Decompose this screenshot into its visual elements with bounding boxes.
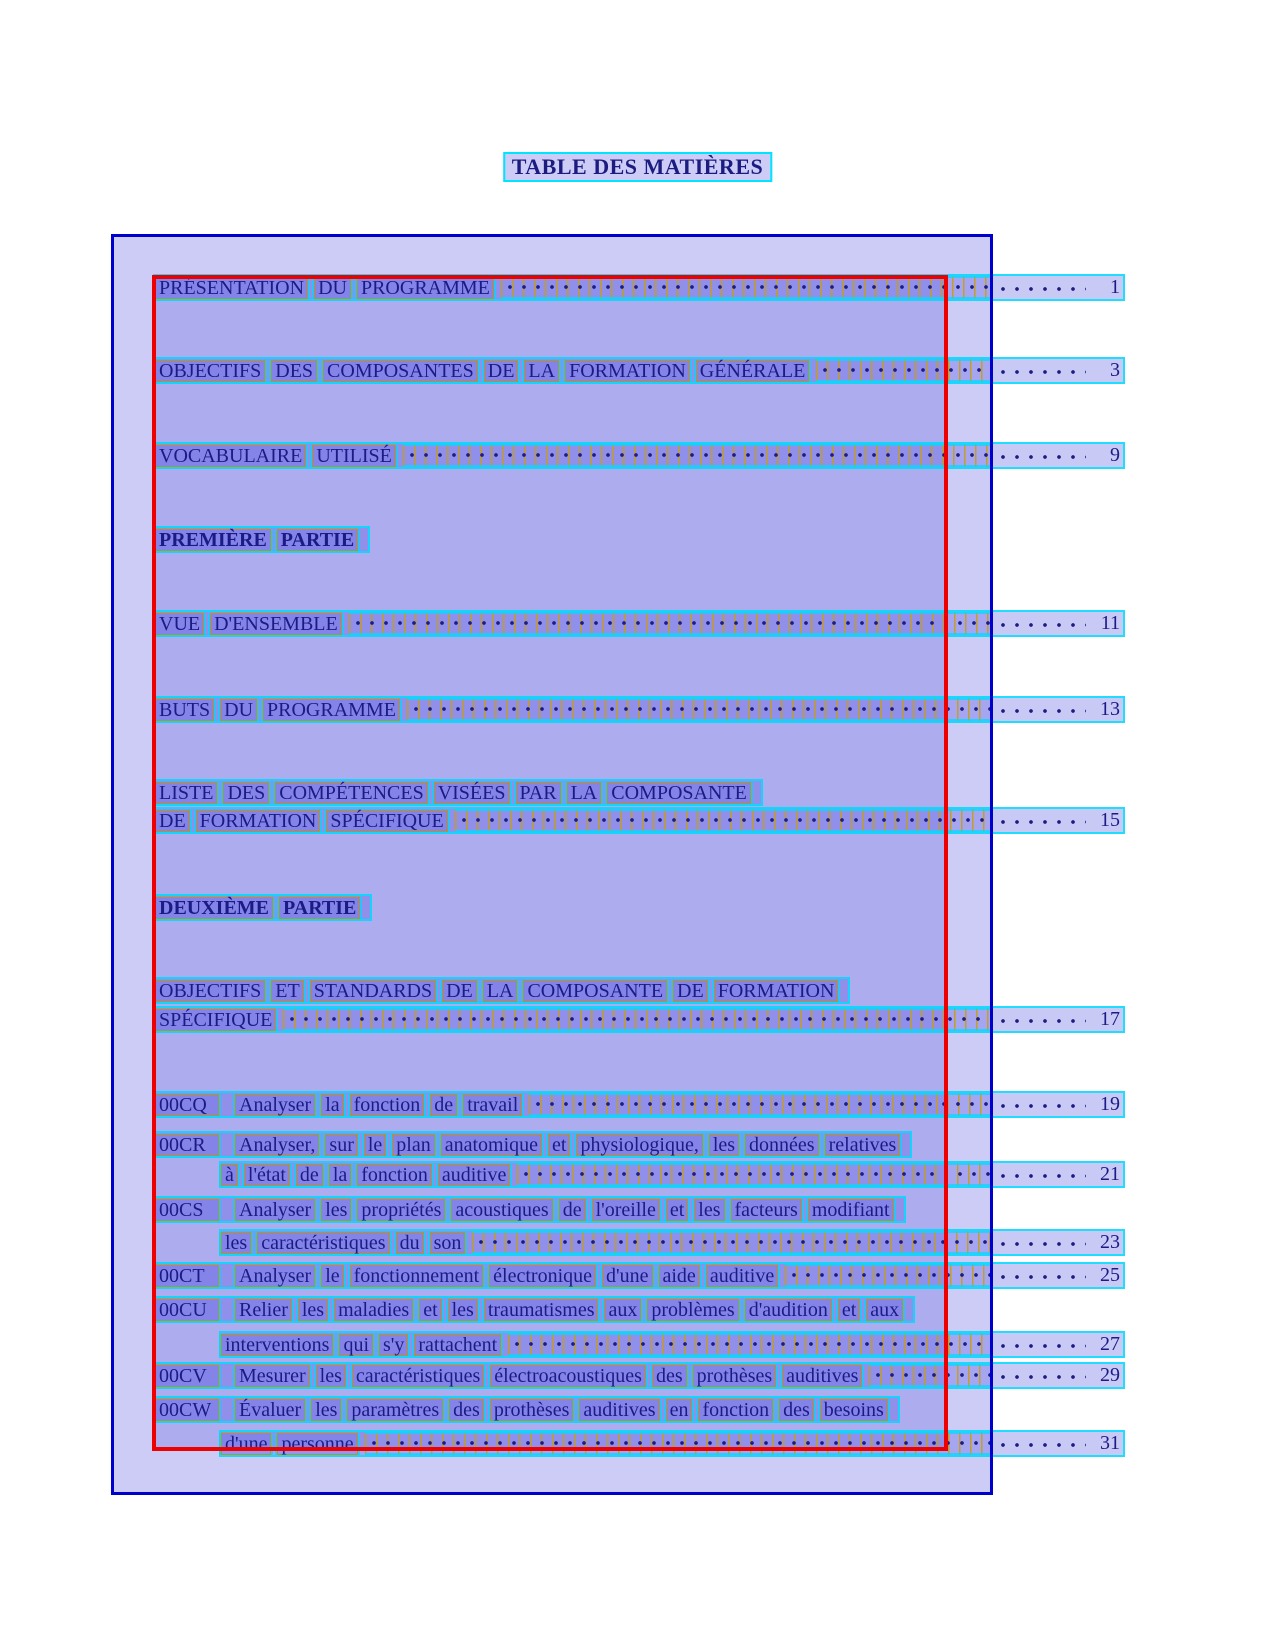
word-box: de (296, 1164, 323, 1186)
word-box: et (838, 1299, 860, 1321)
word-box: DU (314, 277, 351, 299)
word-box: propriétés (357, 1199, 445, 1221)
word-box: et (666, 1199, 688, 1221)
word-box: COMPÉTENCES (275, 782, 427, 804)
word-box: à (221, 1164, 238, 1186)
word-box: ET (271, 980, 303, 1002)
word-box: caractéristiques (257, 1232, 389, 1254)
word-box: PREMIÈRE (155, 529, 271, 551)
word-box: physiologique, (576, 1134, 702, 1156)
dot-leader (994, 1008, 1086, 1031)
word-box: Analyser (235, 1265, 315, 1287)
page-number: 21 (1100, 1163, 1120, 1185)
toc-row[interactable] (153, 526, 370, 553)
word-box: BUTS (155, 699, 214, 721)
word-box: du (396, 1232, 424, 1254)
word-box: SPÉCIFIQUE (326, 810, 447, 832)
word-box: auditive (438, 1164, 510, 1186)
word-box: données (745, 1134, 819, 1156)
dot-leader (994, 359, 1086, 382)
course-code: 00CR (155, 1134, 219, 1156)
dot-leader-ticks (283, 1008, 993, 1031)
toc-row[interactable] (153, 442, 1125, 469)
page-number: 27 (1100, 1333, 1120, 1355)
word-box: plan (392, 1134, 434, 1156)
word-box: modifiant (808, 1199, 894, 1221)
word-box: traumatismes (484, 1299, 599, 1321)
word-box: acoustiques (451, 1199, 552, 1221)
page-number: 29 (1100, 1364, 1120, 1386)
word-box: électroacoustiques (490, 1365, 646, 1387)
dot-leader-ticks (517, 1163, 993, 1186)
word-box: de (430, 1094, 457, 1116)
word-box: LISTE (155, 782, 217, 804)
word-box: les (694, 1199, 724, 1221)
toc-row[interactable] (219, 1430, 1125, 1457)
page-number: 13 (1100, 698, 1120, 720)
page-number: 3 (1110, 359, 1120, 381)
word-box: prothèses (693, 1365, 777, 1387)
word-box: Analyser (235, 1199, 315, 1221)
word-box: auditive (706, 1265, 778, 1287)
dot-leader (994, 1364, 1086, 1387)
word-box: besoins (820, 1399, 888, 1421)
toc-row[interactable] (153, 894, 372, 921)
word-box: Évaluer (235, 1399, 305, 1421)
word-box: fonction (357, 1164, 432, 1186)
toc-row[interactable] (153, 357, 1125, 384)
word-box: COMPOSANTE (607, 782, 751, 804)
dot-leader (994, 1093, 1086, 1116)
dot-leader-ticks (508, 1333, 993, 1356)
dot-leader-ticks (455, 809, 993, 832)
word-box: PROGRAMME (263, 699, 400, 721)
word-box: COMPOSANTE (523, 980, 667, 1002)
dot-leader (994, 809, 1086, 832)
course-code: 00CS (155, 1199, 219, 1221)
word-box: PRÉSENTATION (155, 277, 308, 299)
word-box: les (321, 1199, 351, 1221)
page-number: 19 (1100, 1093, 1120, 1115)
course-code: 00CT (155, 1265, 219, 1287)
word-box: PARTIE (277, 529, 358, 551)
dot-leader-ticks (407, 698, 993, 721)
dot-leader (994, 1163, 1086, 1186)
word-box: le (321, 1265, 343, 1287)
toc-row[interactable] (153, 1006, 1125, 1033)
dot-leader (994, 698, 1086, 721)
word-box: aide (659, 1265, 700, 1287)
word-box: des (449, 1399, 484, 1421)
dot-leader-ticks (785, 1264, 993, 1287)
word-box: l'oreille (592, 1199, 660, 1221)
word-box: DES (223, 782, 269, 804)
word-box: des (779, 1399, 814, 1421)
word-box: LA (567, 782, 602, 804)
word-box: fonctionnement (350, 1265, 484, 1287)
word-box: rattachent (414, 1334, 501, 1356)
dot-leader-ticks (816, 359, 993, 382)
toc-row[interactable] (153, 1396, 900, 1423)
word-box: LA (524, 360, 559, 382)
dot-leader (994, 612, 1086, 635)
word-box: anatomique (441, 1134, 542, 1156)
word-box: DE (484, 360, 519, 382)
word-box: qui (339, 1334, 373, 1356)
word-box: et (419, 1299, 441, 1321)
page-number: 17 (1100, 1008, 1120, 1030)
dot-leader (994, 1231, 1086, 1254)
word-box: sur (325, 1134, 357, 1156)
toc-row[interactable] (219, 1229, 1125, 1256)
course-code: 00CW (155, 1399, 219, 1421)
word-box: aux (866, 1299, 903, 1321)
toc-row[interactable] (153, 1196, 906, 1223)
word-box: les (316, 1365, 346, 1387)
word-box: UTILISÉ (312, 445, 396, 467)
word-box: la (329, 1164, 351, 1186)
toc-row[interactable] (153, 807, 1125, 834)
page-number: 23 (1100, 1231, 1120, 1253)
toc-row[interactable] (153, 1091, 1125, 1118)
toc-row[interactable] (153, 610, 1125, 637)
course-code: 00CU (155, 1299, 219, 1321)
word-box: VUE (155, 613, 204, 635)
word-box: en (666, 1399, 693, 1421)
word-box: électronique (489, 1265, 596, 1287)
word-box: problèmes (647, 1299, 738, 1321)
word-box: les (709, 1134, 739, 1156)
toc-row[interactable] (153, 977, 850, 1004)
word-box: DEUXIÈME (155, 897, 273, 919)
word-box: FORMATION (196, 810, 321, 832)
word-box: DE (673, 980, 708, 1002)
word-box: COMPOSANTES (323, 360, 478, 382)
word-box: FORMATION (565, 360, 690, 382)
word-box: D'ENSEMBLE (210, 613, 342, 635)
page-number: 11 (1100, 612, 1120, 634)
page-number: 9 (1110, 444, 1120, 466)
word-box: fonction (350, 1094, 425, 1116)
word-box: maladies (334, 1299, 413, 1321)
word-box: paramètres (347, 1399, 443, 1421)
word-box: DE (442, 980, 477, 1002)
word-box: Analyser, (235, 1134, 319, 1156)
word-box: son (430, 1232, 466, 1254)
word-box: facteurs (731, 1199, 802, 1221)
dot-leader-ticks (403, 444, 993, 467)
dot-leader (994, 1432, 1086, 1455)
word-box: LA (483, 980, 518, 1002)
dot-leader (994, 444, 1086, 467)
dot-leader (994, 1264, 1086, 1287)
word-box: GÉNÉRALE (696, 360, 810, 382)
word-box: caractéristiques (352, 1365, 484, 1387)
word-box: STANDARDS (310, 980, 436, 1002)
word-box: OBJECTIFS (155, 360, 265, 382)
dot-leader-ticks (472, 1231, 993, 1254)
word-box: relatives (825, 1134, 901, 1156)
word-box: Analyser (235, 1094, 315, 1116)
word-box: VISÉES (434, 782, 510, 804)
word-box: le (364, 1134, 386, 1156)
word-box: fonction (698, 1399, 773, 1421)
page-title: TABLE DES MATIÈRES (511, 154, 764, 179)
word-box: PROGRAMME (357, 277, 494, 299)
dot-leader-ticks (529, 1093, 993, 1116)
toc-row[interactable] (153, 779, 763, 806)
dot-leader-ticks (501, 276, 993, 299)
word-box: l'état (244, 1164, 290, 1186)
word-box: les (448, 1299, 478, 1321)
course-code: 00CV (155, 1365, 219, 1387)
toc-row[interactable] (153, 1262, 1125, 1289)
page-number: 1 (1110, 276, 1120, 298)
word-box: prothèses (490, 1399, 574, 1421)
dot-leader-ticks (349, 612, 993, 635)
word-box: s'y (379, 1334, 408, 1356)
word-box: d'audition (745, 1299, 832, 1321)
dot-leader-ticks (365, 1432, 993, 1455)
dot-leader (994, 1333, 1086, 1356)
word-box: les (311, 1399, 341, 1421)
word-box: DES (271, 360, 317, 382)
word-box: personne (277, 1433, 357, 1455)
word-box: auditives (782, 1365, 862, 1387)
toc-row[interactable] (153, 274, 1125, 301)
toc-row[interactable] (219, 1161, 1125, 1188)
word-box: PARTIE (279, 897, 360, 919)
dot-leader (994, 276, 1086, 299)
word-box: PAR (516, 782, 561, 804)
word-box: les (221, 1232, 251, 1254)
toc-row[interactable] (153, 1362, 1125, 1389)
word-box: Relier (235, 1299, 292, 1321)
word-box: VOCABULAIRE (155, 445, 306, 467)
word-box: SPÉCIFIQUE (155, 1009, 276, 1031)
toc-row[interactable] (219, 1331, 1125, 1358)
word-box: et (548, 1134, 570, 1156)
word-box: DU (220, 699, 257, 721)
toc-row[interactable] (153, 1131, 912, 1158)
course-code: 00CQ (155, 1094, 219, 1116)
word-box: de (559, 1199, 586, 1221)
word-box: Mesurer (235, 1365, 310, 1387)
word-box: les (298, 1299, 328, 1321)
toc-row[interactable] (153, 1296, 915, 1323)
word-box: interventions (221, 1334, 333, 1356)
word-box: aux (604, 1299, 641, 1321)
word-box: travail (463, 1094, 522, 1116)
word-box: DE (155, 810, 190, 832)
word-box: la (321, 1094, 343, 1116)
word-box: OBJECTIFS (155, 980, 265, 1002)
dot-leader-ticks (869, 1364, 993, 1387)
page-number: 31 (1100, 1432, 1120, 1454)
word-box: des (652, 1365, 687, 1387)
word-box: auditives (579, 1399, 659, 1421)
word-box: d'une (221, 1433, 271, 1455)
page-number: 25 (1100, 1264, 1120, 1286)
page-number: 15 (1100, 809, 1120, 831)
toc-row[interactable] (153, 696, 1125, 723)
word-box: d'une (602, 1265, 652, 1287)
word-box: FORMATION (714, 980, 839, 1002)
